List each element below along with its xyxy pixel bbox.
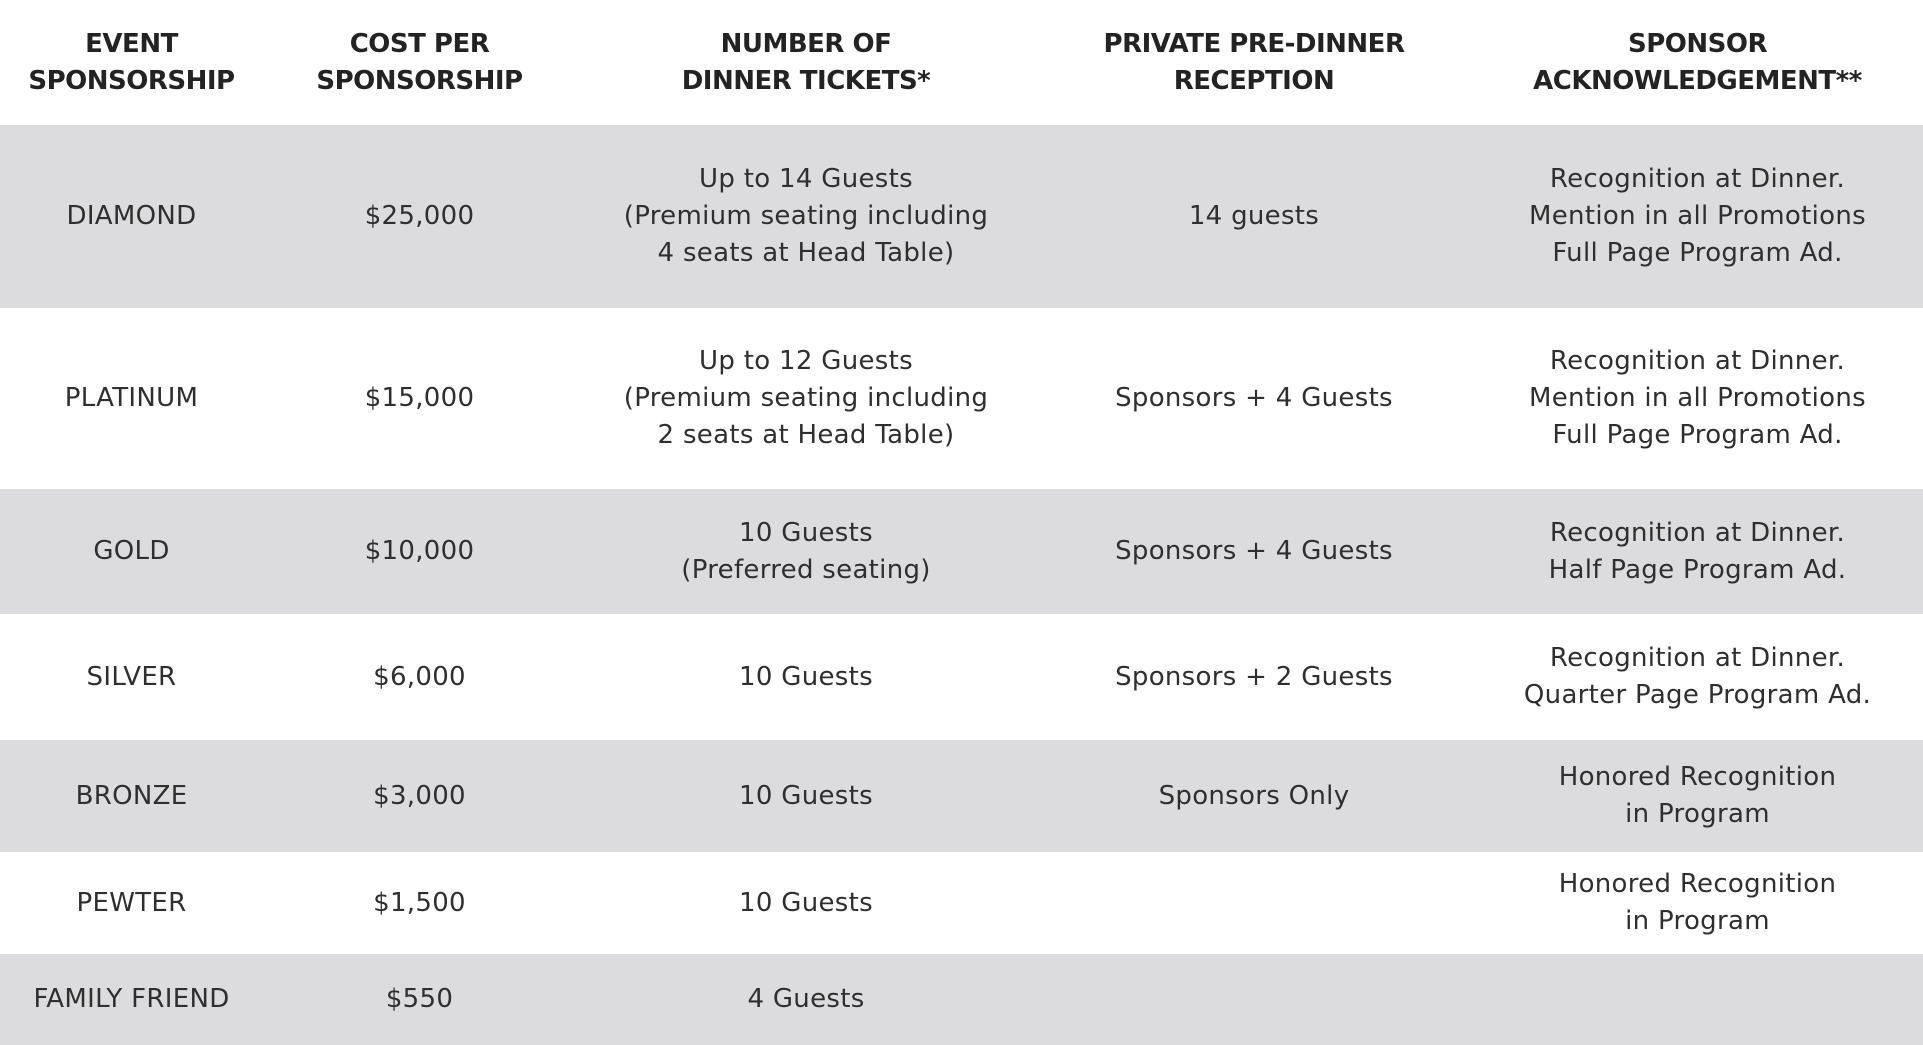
tickets-line: 10 Guests: [739, 887, 873, 918]
acknowledgement-cell: [1472, 740, 1923, 852]
reception-cell: [1036, 954, 1472, 1045]
header-line: SPONSORSHIP: [28, 65, 235, 96]
tickets-line: 4 seats at Head Table): [657, 238, 955, 268]
reception-cell: 14 guests: [1036, 125, 1472, 308]
tickets-line: 4 Guests: [747, 984, 865, 1014]
header-event-sponsorship: [0, 0, 263, 125]
sponsorship-level-cell: PEWTER: [0, 852, 263, 954]
header-line: PRIVATE PRE-DINNER: [1103, 28, 1405, 59]
tickets-line: (Premium seating including: [623, 201, 989, 231]
cost-cell: $15,000: [263, 308, 576, 489]
table-row: [0, 614, 1923, 740]
acknowledgement-line: Full Page Program Ad.: [1552, 238, 1843, 268]
reception-cell: Sponsors + 2 Guests: [1036, 614, 1472, 740]
header-line: ACKNOWLEDGEMENT**: [1533, 65, 1862, 96]
header-row: [0, 0, 1923, 125]
tickets-line: 10 Guests: [739, 661, 873, 692]
header-line: SPONSOR: [1628, 28, 1767, 59]
reception-cell: [1036, 852, 1472, 954]
table-row: [0, 125, 1923, 308]
tickets-cell: [576, 740, 1036, 852]
acknowledgement-line: Mention in all Promotions: [1529, 201, 1866, 231]
acknowledgement-line: in Program: [1625, 799, 1770, 829]
acknowledgement-cell: [1472, 852, 1923, 954]
acknowledgement-cell: [1472, 489, 1923, 614]
tickets-line: (Premium seating including: [623, 383, 989, 413]
sponsorship-level-cell: SILVER: [0, 614, 263, 740]
acknowledgement-line: Honored Recognition: [1558, 762, 1837, 792]
tickets-line: 10 Guests: [739, 517, 873, 548]
acknowledgement-line: Recognition at Dinner.: [1549, 346, 1846, 376]
reception-cell: Sponsors + 4 Guests: [1036, 489, 1472, 614]
acknowledgement-line: Mention in all Promotions: [1529, 383, 1866, 413]
tickets-cell: [576, 954, 1036, 1045]
header-sponsor-acknowledgement: [1472, 0, 1923, 125]
tickets-line: Up to 12 Guests: [699, 346, 913, 376]
cost-cell: $1,500: [263, 852, 576, 954]
table-body: [0, 125, 1923, 1045]
table-row: [0, 308, 1923, 489]
tickets-cell: [576, 125, 1036, 308]
acknowledgement-line: Full Page Program Ad.: [1552, 420, 1843, 450]
tickets-line: Up to 14 Guests: [699, 164, 913, 194]
acknowledgement-line: Recognition at Dinner.: [1549, 517, 1846, 548]
acknowledgement-line: Honored Recognition: [1558, 869, 1837, 899]
acknowledgement-line: Half Page Program Ad.: [1548, 554, 1847, 585]
acknowledgement-line: in Program: [1625, 906, 1770, 936]
header-cost-per-sponsorship: [263, 0, 576, 125]
header-line: NUMBER OF: [720, 28, 892, 59]
header-dinner-tickets: [576, 0, 1036, 125]
header-line: RECEPTION: [1173, 65, 1335, 96]
table-row: [0, 852, 1923, 954]
cost-cell: $3,000: [263, 740, 576, 852]
table-row: [0, 489, 1923, 614]
tickets-cell: [576, 614, 1036, 740]
acknowledgement-line: Recognition at Dinner.: [1549, 164, 1846, 194]
tickets-cell: [576, 489, 1036, 614]
table-header: [0, 0, 1923, 125]
sponsorship-level-cell: GOLD: [0, 489, 263, 614]
sponsorship-level-cell: BRONZE: [0, 740, 263, 852]
acknowledgement-cell: [1472, 954, 1923, 1045]
acknowledgement-line: Quarter Page Program Ad.: [1523, 680, 1872, 710]
tickets-line: 2 seats at Head Table): [657, 420, 955, 450]
sponsorship-level-cell: FAMILY FRIEND: [0, 954, 263, 1045]
header-line: SPONSORSHIP: [316, 65, 523, 96]
tickets-cell: [576, 308, 1036, 489]
cost-cell: $550: [263, 954, 576, 1045]
tickets-cell: [576, 852, 1036, 954]
sponsorship-level-cell: PLATINUM: [0, 308, 263, 489]
acknowledgement-line: Recognition at Dinner.: [1549, 643, 1846, 673]
sponsorship-level-cell: DIAMOND: [0, 125, 263, 308]
reception-cell: Sponsors + 4 Guests: [1036, 308, 1472, 489]
reception-cell: Sponsors Only: [1036, 740, 1472, 852]
header-pre-dinner-reception: [1036, 0, 1472, 125]
tickets-line: 10 Guests: [739, 780, 873, 811]
acknowledgement-cell: [1472, 125, 1923, 308]
table-row: [0, 740, 1923, 852]
cost-cell: $25,000: [263, 125, 576, 308]
header-line: DINNER TICKETS*: [681, 65, 931, 96]
header-line: COST PER: [349, 28, 490, 59]
cost-cell: $6,000: [263, 614, 576, 740]
cost-cell: $10,000: [263, 489, 576, 614]
acknowledgement-cell: [1472, 614, 1923, 740]
tickets-line: (Preferred seating): [681, 554, 931, 585]
acknowledgement-cell: [1472, 308, 1923, 489]
header-line: EVENT: [85, 28, 178, 59]
table-row: [0, 954, 1923, 1045]
